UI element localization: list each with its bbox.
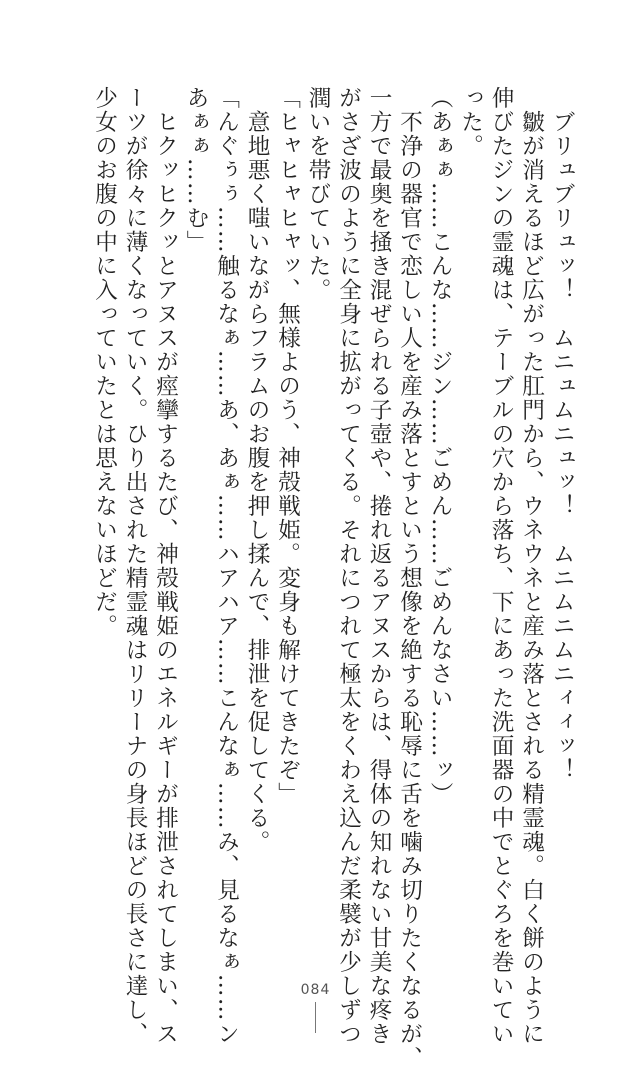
text-line: 一方で最奥を掻き混ぜられる子壺や、捲れ返るアヌスからは、得体の知れない甘美な疼き: [366, 86, 392, 1046]
text-line: ヒクッヒクッとアヌスが痙攣するたび、神殻戦姫のエネルギーが排泄されてしまい、ス: [152, 86, 179, 1046]
text-line: 潤いを帯びていた。: [305, 86, 331, 302]
text-line: 「んぐぅぅ……触るなぁ……あ、あぁ……ハアハア……こんなぁ……み、見るなぁ……ン: [213, 86, 240, 1046]
text-line: 不浄の器官で恋しい人を産み落とすという想像を絶する恥辱に舌を噛み切りたくなるが、: [396, 86, 423, 1070]
text-line: がさざ波のように全身に拡がってくる。それにつれて極太をくわえ込んだ柔襞が少しずつ: [335, 86, 362, 1046]
text-line: 皺が消えるほど広がった肛門から、ウネウネと産み落とされる精霊魂。白く餅のように: [518, 86, 545, 1046]
text-line: ブリュブリュッ！ ムニュムニュッ！ ムニムニムニィィッ！: [549, 86, 575, 782]
text-line: 伸びたジンの霊魂は、テーブルの穴から落ち、下にあった洗面器の中でとぐろを巻いてい: [488, 86, 514, 1046]
page-number-rule: [315, 1002, 316, 1033]
text-line: （あぁぁ……こんな……ジン……ごめん……ごめんなさい……ッ）: [427, 86, 453, 806]
page-number: 084: [300, 982, 331, 998]
text-line: 少女のお腹の中に入っていたとは思えないほどだ。: [91, 86, 118, 638]
text-line: 意地悪く嗤いながらフラムのお腹を押し揉んで、排泄を促してくる。: [244, 86, 270, 854]
text-line: ーツが徐々に薄くなっていく。ひり出された精霊魂はリリーナの身長ほどの長さに達し、: [122, 86, 148, 1046]
text-line: った。: [457, 86, 484, 158]
text-line: 「ヒャヒャヒャッ、無様よのう、神殻戦姫。変身も解けてきたぞ」: [274, 86, 301, 806]
text-line: あぁぁ……む」: [183, 86, 209, 254]
